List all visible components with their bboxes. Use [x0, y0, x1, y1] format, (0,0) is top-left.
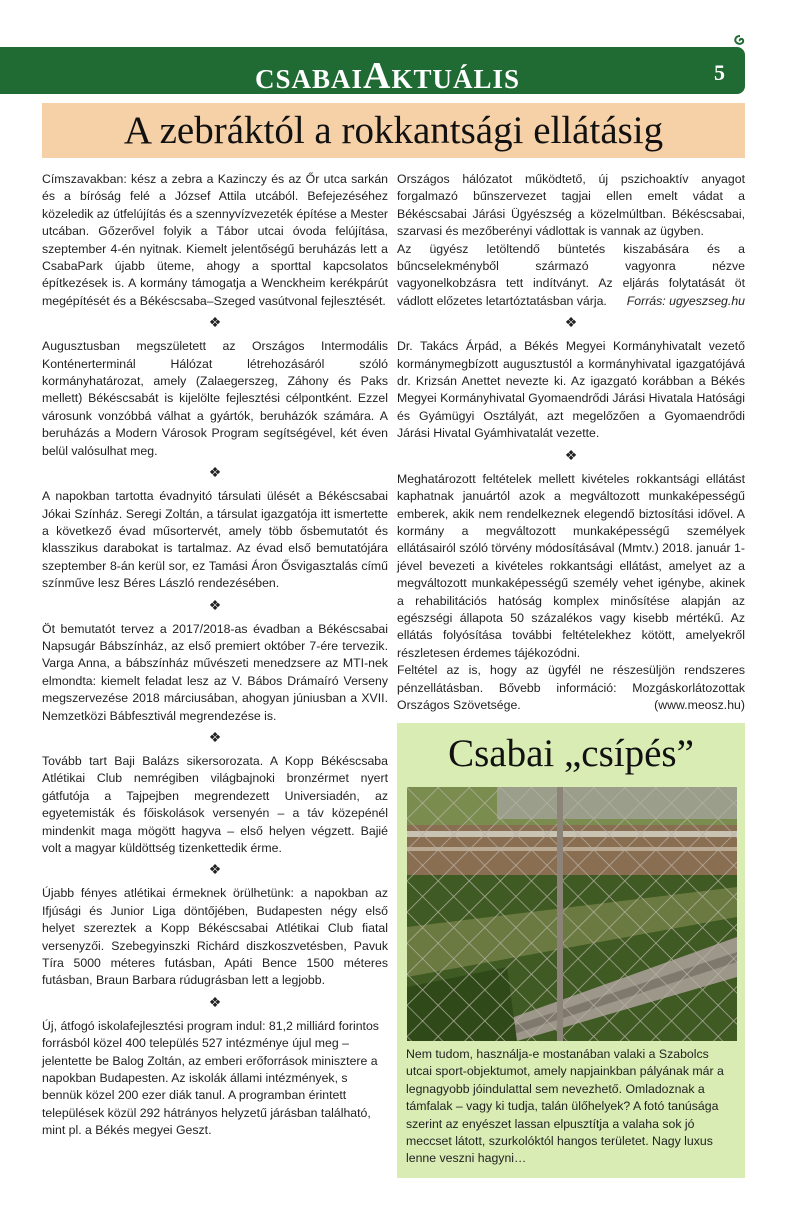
separator: ❖ [564, 314, 578, 331]
source-credit: Forrás: ugyeszseg.hu [626, 293, 745, 308]
left-paragraph-1: Címszavakban: kész a zebra a Kazinczy és az Őr utca sarkán és a bíróság felé a József Attila utcából. Befejezéséhez közeledik az útfelújítás és a szennyvízvezeték építése a Mester utcában. Gőzerővel folyik a Tábor utcai óvoda felújítása, szeptember 4-én nyitnak. Kiemelt jelentőségű beruházás lett a CsabaPark újabb üteme, ahogy a sporttal kapcsolatos építkezések is. A kormány támogatja a Wenckheim kerékpárút megépítését és a Békéscsaba–Szeged vasútvonal fejlesztését. [42, 172, 388, 308]
website-reference: (www.meosz.hu) [654, 697, 745, 712]
left-paragraph-5: Tovább tart Baji Balázs sikersorozata. A Kopp Békéscsaba Atlétikai Club nemrégiben világbajnoki bronzérmet nyert gátfutója a Tajpejben megrendezett Universiadén, az egyetemisták és főiskolások versenyén – a táv közepénél mindenkit maga mögött hagyva – első helyen végzett. Bajié volt a magyar küldöttség tizenkettedik érme. [42, 753, 388, 855]
separator: ❖ [564, 446, 578, 463]
sidebar-title: Csabai „csípés” [448, 732, 694, 775]
left-paragraph-2: Augusztusban megszületett az Országos Intermodális Konténerterminál Hálózat létrehozásáról szóló kormányhatározat, amely (Zalaegerszeg, Záhony és Paks mellett) Békéscsabát is kijelölte fejlesztési célpontként. Ezzel városunk vonzóbbá válhat a gyártók, beruházók számára. A beruházás a Modern Városok Program segítségével, két éven belül valósulhat meg. [42, 339, 388, 458]
right-paragraph-2 [397, 241, 745, 311]
swirl-logo-icon [732, 34, 748, 48]
separator: ❖ [208, 596, 222, 613]
masthead [255, 54, 520, 98]
sidebar-text: Nem tudom, használja-e mostanában valaki a Szabolcs utcai sport-objektumot, amely napjainkban pályának már a legnagyobb jóindulattal sem nevezhető. Omladoznak a támfalak – vagy ki tudja, talán ülőhelyek? A fotó tanúsága szerint az enyészet lassan elpusztítja a valaha sok jó meccset látott, szurkolóktól hangos területet. Nagy luxus lenne veszni hagyni… [406, 1047, 724, 1166]
separator: ❖ [208, 464, 222, 481]
right-column [397, 171, 745, 714]
photo-illustration [407, 787, 737, 1041]
separator: ❖ [208, 314, 222, 331]
masthead-part-1: CSABAI [255, 64, 364, 94]
article-title: A zebráktól a rokkantsági ellátásig [123, 109, 664, 152]
masthead-part-3: KTUÁLIS [391, 64, 521, 94]
right-paragraph-4: Meghatározott feltételek mellett kivételes rokkantsági ellátást kaphatnak januártól azok a megváltozott munkaképességű emberek, akik nem rendelkeznek elegendő biztosítási idővel. A kormány a megváltozott munkaképességű személyek ellátásairól szóló törvény módosításával (Mmtv.) 2018. január 1-jével bevezeti a kivételes rokkantsági ellátást, amelyet az a megváltozott munkaképességű személy vehet igénybe, akinek a rehabilitációs hatóság komplex minősítése alapján az egészségi állapota 50 százalékos vagy kisebb mértékű. Az ellátás folyósítása további feltételekhez kötött, amelyekről részletesen érdemes tájékozódni. [397, 471, 745, 660]
right-paragraph-1: Országos hálózatot működtető, új pszichoaktív anyagot forgalmazó bűnszervezet tagjai ellen emelt vádat a Békéscsabai Járási Ügyészség a közelmúltban. Békéscsabai, szarvasi és mezőberényi vádlottak is vannak az ügyben. [397, 172, 745, 239]
separator: ❖ [208, 993, 222, 1010]
separator: ❖ [208, 728, 222, 745]
left-paragraph-7: Új, átfogó iskolafejlesztési program indul: 81,2 milliárd forintos forrásból közel 400 település 527 intézménye újul meg – jelentette be Balog Zoltán, az emberi erőforrások minisztere a napokban Budapesten. Az iskolák állami intézmények, s bennük közel 200 ezer diák tanul. A programban érintett települések közül 292 hátrányos helyzetű járásban található, mint pl. a Békés megyei Geszt. [42, 1018, 379, 1138]
left-paragraph-4: Öt bemutatót tervez a 2017/2018-as évadban a Békéscsabai Napsugár Bábszínház, az első premiert október 7-ére tervezik. Varga Anna, a bábszínház művészeti menedzsere az MTI-nek elmondta: kiemelt feladat lesz az V. Bábos Drámaíró Verseny megszervezése 2018 márciusában, ahogyan júniusban a XVII. Nemzetközi Bábfesztivál megrendezése is. [42, 621, 388, 723]
left-paragraph-3: A napokban tartotta évadnyitó társulati ülését a Békéscsabai Jókai Színház. Seregi Zoltán, a társulat igazgatója itt ismertette a következő évad műsortervét, amely több ősbemutatót és klasszikus darabokat is tartalmaz. Az évad első bemutatójára szeptember 8-án kerül sor, ez Tamási Áron Ősvigasztalás című színműve lesz Béres László rendezésében. [42, 489, 388, 591]
separator: ❖ [208, 861, 222, 878]
left-column [42, 171, 388, 1140]
sidebar-box [397, 723, 745, 1178]
right-paragraph-5 [397, 662, 745, 714]
right-paragraph-2-text: Az ügyész letöltendő büntetés kiszabására és a bűncselekményből származó vagyonra nézve vagyonelkobzásra tett indítványt. Az eljárás folytatását öt vádlott előzetes letartóztatásban várja. [397, 241, 745, 308]
title-box [42, 103, 745, 158]
masthead-part-2: A [363, 55, 392, 97]
left-paragraph-6: Újabb fényes atlétikai érmeknek örülhetünk: a napokban az Ifjúsági és Junior Liga döntőjében, Budapesten négy első helyet szereztek a Kopp Békéscsabai Atlétikai Club fiatal versenyzői. Szebegyinszki Richárd diszkoszvetésben, Pavuk Tíra 5000 méteres futásban, Apáti Bence 1500 méteres futásban, Braun Barbara rúdugrásban lett a legjobb. [42, 886, 388, 988]
page-number: 5 [714, 60, 725, 85]
right-paragraph-3: Dr. Takács Árpád, a Békés Megyei Kormányhivatalt vezető kormánymegbízott augusztustól a kormányhivatal igazgatójává dr. Krizsán Anettet nevezte ki. Az igazgató korábban a Békés Megyei Kormányhivatal Gyomaendrődi Járási Hivatala Hatósági és Gyámügyi Osztályát, azt megelőzően a Gyomaendrődi Járási Hivatal Gyámhivatalát vezette. [397, 339, 745, 441]
right-paragraph-5-text: Feltétel az is, hogy az ügyfél ne részesüljön rendszeres pénzellátásban. Bővebb információ: Mozgáskorlátozottak Országos Szövetsége. [397, 663, 745, 712]
photo-fence-stands [407, 787, 737, 1041]
